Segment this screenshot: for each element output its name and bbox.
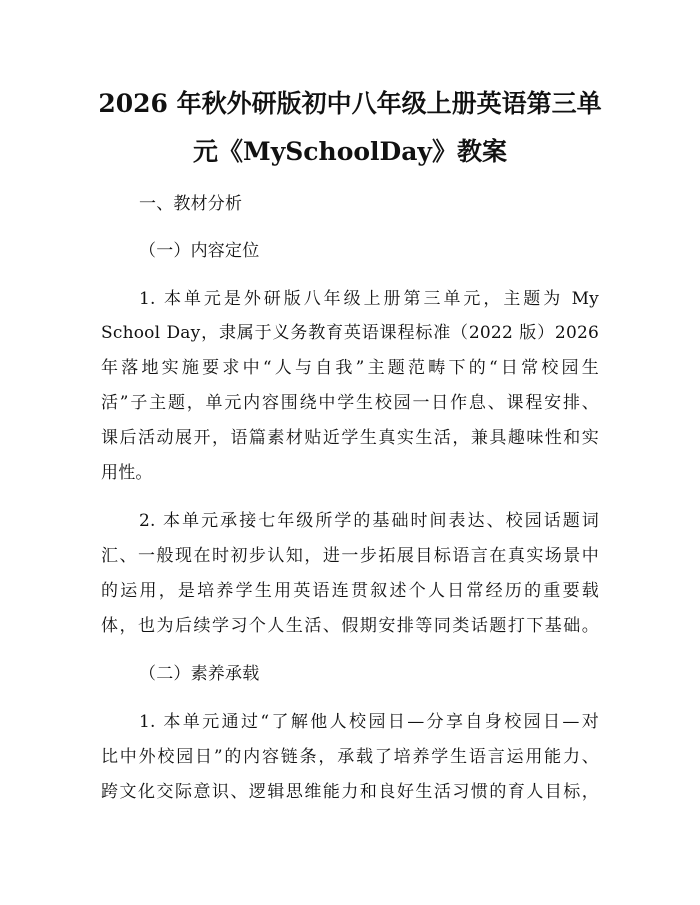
paragraph-1-line-4: 活”子主题，单元内容围绕中学生校园一日作息、课程安排、	[101, 393, 599, 413]
document-title-line-1: 2026 年秋外研版初中八年级上册英语第三单	[98, 89, 602, 118]
paragraph-3-line-3: 跨文化交际意识、逻辑思维能力和良好生活习惯的育人目标，	[101, 782, 599, 802]
paragraph-3-line-2: 比中外校园日”的内容链条，承载了培养学生语言运用能力、	[101, 747, 599, 767]
paragraph-1-line-5: 课后活动展开，语篇素材贴近学生真实生活，兼具趣味性和实	[101, 428, 599, 448]
paragraph-2-line-4: 体，也为后续学习个人生活、假期安排等同类话题打下基础。	[101, 616, 599, 636]
paragraph-1-line-6: 用性。	[101, 463, 153, 483]
paragraph-1-line-2: School Day，隶属于义务教育英语课程标准（2022 版）2026	[101, 323, 599, 343]
paragraph-2-line-1: 2. 本单元承接七年级所学的基础时间表达、校园话题词	[139, 511, 599, 531]
paragraph-2-line-3: 的运用，是培养学生用英语连贯叙述个人日常经历的重要载	[101, 581, 599, 601]
subsection-heading-content-positioning: （一）内容定位	[139, 241, 260, 261]
paragraph-1-line-1: 1. 本单元是外研版八年级上册第三单元，主题为 My	[139, 289, 599, 309]
paragraph-2-line-2: 汇、一般现在时初步认知，进一步拓展目标语言在真实场景中	[101, 546, 599, 566]
section-heading-textbook-analysis: 一、教材分析	[139, 194, 243, 214]
subsection-heading-competency: （二）素养承载	[139, 664, 260, 684]
document-title-line-2: 元《MySchoolDay》教案	[193, 137, 507, 166]
paragraph-3-line-1: 1. 本单元通过“了解他人校园日—分享自身校园日—对	[139, 712, 599, 732]
paragraph-1-line-3: 年落地实施要求中“人与自我”主题范畴下的“日常校园生	[101, 358, 599, 378]
